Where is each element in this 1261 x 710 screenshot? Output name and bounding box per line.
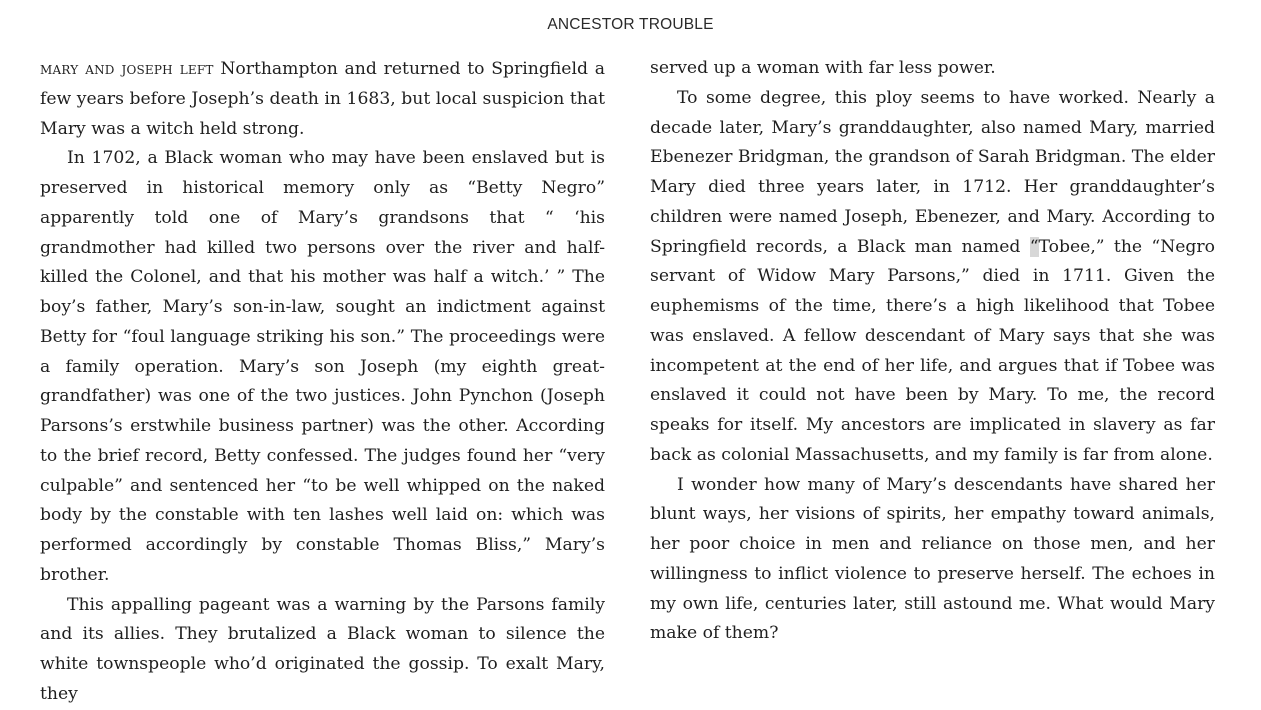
paragraph-ploy-text-end: Tobee,” the “Negro servant of Widow Mary Parsons,” died in 1711. Given the euphemisms of the time, there’s a high likelihood that Tobee was enslaved. A fellow descendant of Mary says that she was incompetent at the end of her life, and argues that if Tobee was enslaved it could not have been by Mary. To me, the record speaks for itself. My ancestors are implicated in slavery as far back as colonial Massachusetts, and my family is far from alone. [650,236,1215,465]
running-header-title: ANCESTOR TROUBLE [547,16,714,33]
paragraph-ploy-worked [650,84,1215,471]
paragraph-descendants: I wonder how many of Mary’s descendants have shared her blunt ways, her visions of spirits, her empathy toward animals, her poor choice in men and reliance on those men, and her willingness to inflict violence to preserve herself. The echoes in my own life, centuries later, still astound me. What would Mary make of them? [650,474,1215,644]
right-text-column [650,54,1215,649]
paragraph-ploy-text-start: To some degree, this ploy seems to have worked. Nearly a decade later, Mary’s granddaughter, also named Mary, married Ebenezer Bridgman, the grandson of Sarah Bridgman. The elder Mary died three years later, in 1712. Her granddaughter’s children were named Joseph, Ebenezer, and Mary. According to Springfield records, a Black man named [650,87,1215,257]
text-selection-highlight[interactable]: “ [1029,236,1039,257]
paragraph-betty-negro: In 1702, a Black woman who may have been enslaved but is preserved in historical memory only as “Betty Negro” apparently told one of Mary’s grandsons that “ ‘his grandmother had killed two persons over the river and half-killed the Colonel, and that his mother was half a witch.’ ” The boy’s father, Mary’s son-in-law, sought an indictment against Betty for “foul language striking his son.” The proceedings were a family operation. Mary’s son Joseph (my eighth great-grandfather) was one of the two justices. John Pynchon (Joseph Parsons’s erstwhile business partner) was the other. According to the brief record, Betty confessed. The judges found her “very culpable” and sentenced her “to be well whipped on the naked body by the constable with ten lashes well laid on: which was performed accordingly by constable Thomas Bliss,” Mary’s brother. [40,148,605,585]
paragraph-opening [40,54,605,144]
paragraph-opening-text: Northampton and returned to Springfield a few years before Joseph’s death in 1683, but local suspicion that Mary was a witch held strong. [40,59,605,139]
paragraph-appalling-pageant: This appalling pageant was a warning by the Parsons family and its allies. They brutalized a Black woman to silence the white townspeople who’d originated the gossip. To exalt Mary, they [40,594,605,704]
small-caps-lead-in: mary and joseph left [40,58,214,78]
left-text-column [40,54,605,710]
paragraph-continuation: served up a woman with far less power. [650,58,996,78]
